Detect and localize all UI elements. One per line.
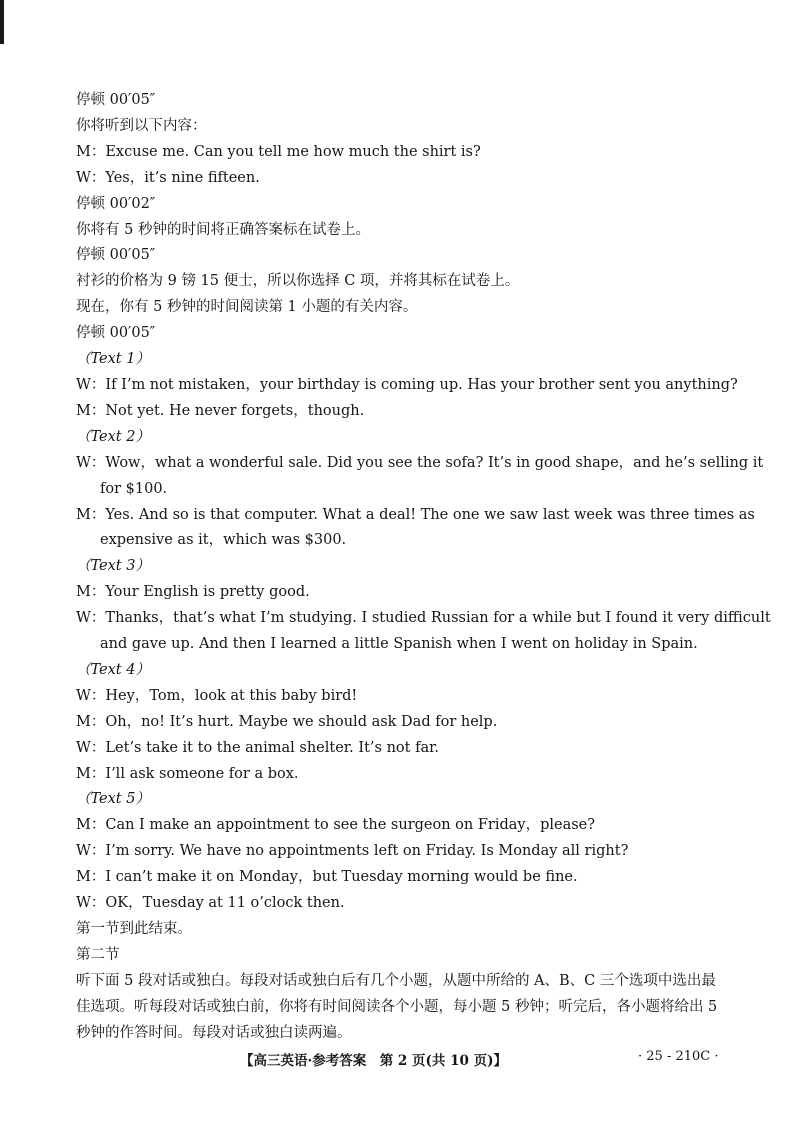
dialog-line: M：Excuse me. Can you tell me how much the shirt is? — [76, 143, 481, 160]
dialog-line: W：Let’s take it to the animal shelter. It’s not far. — [76, 739, 440, 756]
dialog-line: W：If I’m not mistaken，your birthday is coming up. Has your brother sent you anything? — [76, 376, 738, 393]
dialog-line: W：Thanks，that’s what I’m studying. I studied Russian for a while but I found it very difficult — [76, 610, 771, 627]
instruction-line: 第二节 — [76, 946, 120, 963]
instruction-line: 停顿 00′02″ — [76, 195, 156, 212]
dialog-line: for $100. — [100, 480, 168, 497]
dialog-line: W：Wow，what a wonderful sale. Did you see the sofa? It’s in good shape，and he’s selling it — [76, 454, 764, 471]
dialog-line: W：Yes，it’s nine fifteen. — [76, 169, 260, 186]
dialog-line: expensive as it，which was $300. — [100, 532, 347, 549]
instruction-line: 现在，你有 5 秒钟的时间阅读第 1 小题的有关内容。 — [76, 299, 418, 316]
dialog-line: M：Yes. And so is that computer. What a deal! The one we saw last week was three times as — [76, 506, 755, 523]
dialog-line: and gave up. And then I learned a little Spanish when I went on holiday in Spain. — [100, 636, 698, 653]
dialog-line: M：Can I make an appointment to see the surgeon on Friday，please? — [76, 817, 596, 834]
instruction-line: 你将有 5 秒钟的时间将正确答案标在试卷上。 — [76, 221, 370, 238]
dialog-line: W：Hey，Tom，look at this baby bird! — [76, 687, 358, 704]
text-section-label: （Text 5） — [76, 791, 150, 808]
document-code: · 25 - 210C · — [638, 1049, 719, 1064]
dialog-line: W：I’m sorry. We have no appointments left on Friday. Is Monday all right? — [76, 843, 629, 860]
page-edge-mark — [0, 0, 4, 44]
text-section-label: （Text 3） — [76, 558, 150, 575]
dialog-line: M：Not yet. He never forgets，though. — [76, 402, 365, 419]
dialog-line: M：Oh，no! It’s hurt. Maybe we should ask Dad for help. — [76, 713, 498, 730]
dialog-line: M：Your English is pretty good. — [76, 584, 310, 601]
instruction-line: 第一节到此结束。 — [76, 921, 192, 937]
instruction-line: 停顿 00′05″ — [76, 92, 156, 108]
section-instruction: 听下面 5 段对话或独白。每段对话或独白后有几个小题，从题中所给的 A、B、C 三个选项中选出最佳选项。听每段对话或独白前，你将有时间阅读各个小题，每小题 5 秒钟；听完后，各小题将给出 5 秒钟的作答时间。每段对话或独白读两遍。 — [76, 972, 718, 1041]
dialog-line: M：I’ll ask someone for a box. — [76, 765, 299, 782]
instruction-line: 你将听到以下内容： — [76, 117, 207, 134]
instruction-line: 停顿 00′05″ — [76, 247, 156, 264]
instruction-line: 停顿 00′05″ — [76, 325, 156, 342]
instruction-line: 衬衫的价格为 9 镑 15 便士，所以你选择 C 项，并将其标在试卷上。 — [76, 273, 520, 290]
dialog-line: M：I can’t make it on Monday，but Tuesday morning would be fine. — [76, 869, 578, 886]
page-footer: 【高三英语·参考答案 第 2 页(共 10 页)】 — [240, 1053, 507, 1069]
text-section-label: （Text 2） — [76, 428, 150, 445]
dialog-line: W：OK，Tuesday at 11 o’clock then. — [76, 895, 345, 912]
text-section-label: （Text 4） — [76, 661, 150, 678]
document-body — [76, 88, 771, 1047]
text-section-label: （Text 1） — [76, 351, 150, 368]
